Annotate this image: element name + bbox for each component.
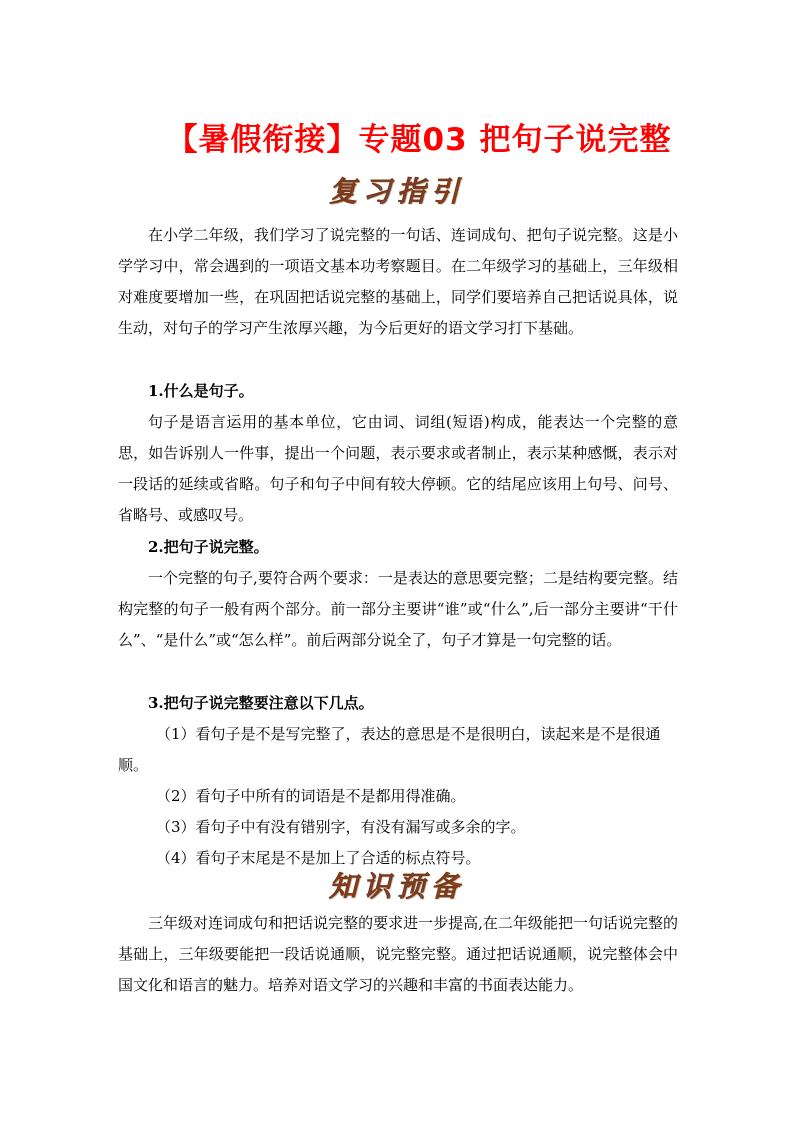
- list-item: （2）看句子中所有的词语是不是都用得准确。: [156, 787, 466, 805]
- list-item: （1）看句子是不是写完整了，表达的意思是不是很明白，读起来是不是很通顺。: [118, 725, 661, 774]
- heading-char: 知: [328, 870, 363, 903]
- heading-char: 识: [362, 870, 397, 903]
- subheading-what-is-sentence: 1.什么是句子。: [148, 382, 254, 400]
- list-item: （3）看句子中有没有错别字，有没有漏写或多余的字。: [156, 818, 526, 836]
- heading-char: 习: [362, 175, 397, 208]
- heading-char: 指: [397, 175, 432, 208]
- subheading-complete-sentence: 2.把句子说完整。: [148, 538, 269, 556]
- section-heading-review-guide: [0, 172, 794, 212]
- heading-char: 引: [431, 175, 466, 208]
- heading-char: 预: [397, 870, 432, 903]
- page-title: 【暑假衔接】专题03 把句子说完整: [166, 122, 672, 158]
- list-item: （4）看句子末尾是不是加上了合适的标点符号。: [156, 849, 481, 867]
- heading-char: 备: [431, 870, 466, 903]
- heading-char: 复: [328, 175, 363, 208]
- paragraph-what-is-sentence: 句子是语言运用的基本单位，它由词、词组(短语)构成，能表达一个完整的意思，如告诉别人一件事，提出一个问题，表示要求或者制止，表示某种感慨，表示对一段话的延续或省略。句子和句子中间有较大停顿。它的结尾应该用上句号、问号、省略号、或感叹号。: [118, 413, 678, 524]
- knowledge-paragraph: 三年级对连词成句和把话说完整的要求进一步提高,在二年级能把一句话说完整的基础上，三年级要能把一段话说通顺，说完整完整。通过把话说通顺，说完整体会中国文化和语言的魅力。培养对语文学习的兴趣和丰富的书面表达能力。: [118, 914, 678, 994]
- section-heading-knowledge-prep: [0, 867, 794, 907]
- paragraph-complete-sentence: 一个完整的句子,要符合两个要求：一是表达的意思要完整；二是结构要完整。结构完整的句子一般有两个部分。前一部分主要讲“谁”或“什么”,后一部分主要讲“干什么”、“是什么”或“怎么样”。前后两部分说全了，句子才算是一句完整的话。: [118, 569, 678, 649]
- intro-paragraph: 在小学二年级，我们学习了说完整的一句话、连词成句、把句子说完整。这是小学学习中，常会遇到的一项语文基本功考察题目。在二年级学习的基础上，三年级相对难度要增加一些，在巩固把话说完整的基础上，同学们要培养自己把话说具体，说生动，对句子的学习产生浓厚兴趣，为今后更好的语文学习打下基础。: [118, 226, 678, 337]
- subheading-notes: 3.把句子说完整要注意以下几点。: [148, 694, 374, 712]
